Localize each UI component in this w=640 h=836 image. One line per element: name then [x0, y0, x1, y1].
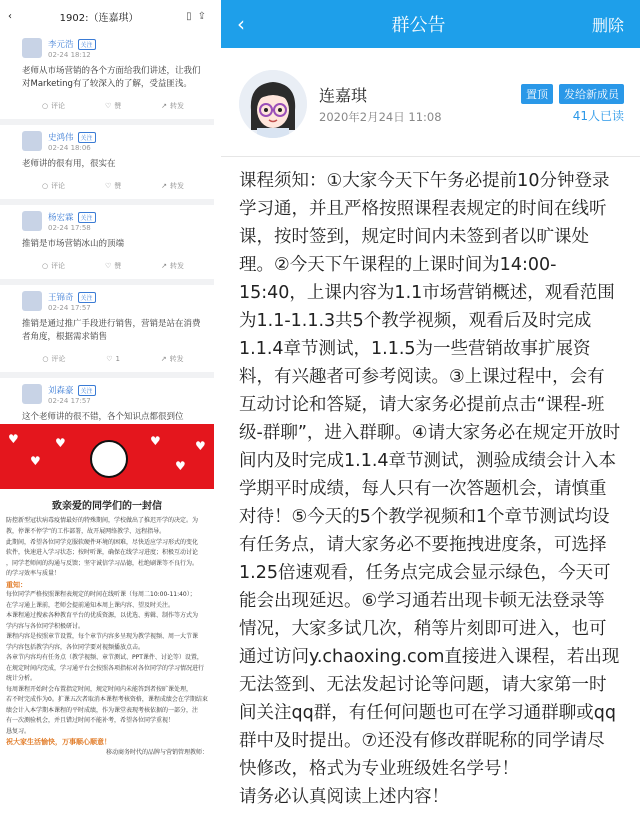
list-item[interactable]: [0, 125, 214, 205]
post-date: 2020年2月24日 11:08: [319, 110, 442, 124]
letter-line: 的学习效率与质量！: [6, 570, 61, 577]
letter-body: [0, 524, 214, 761]
letter-line: 此期间，希望各位同学克服软硬件环境的困难，尽快适应学习形式的变化: [6, 538, 199, 546]
post-time: 02-24 17:57: [48, 304, 91, 312]
group-title: 1902:（连嘉琪）: [59, 12, 139, 24]
share-icon[interactable]: ⇪: [197, 10, 206, 22]
comment-button[interactable]: ○ 评论: [41, 182, 66, 190]
letter-line: 有一次测验机会，并且错过时间不能补考，希望各位同学重视！: [6, 717, 175, 724]
back-icon[interactable]: ‹: [237, 12, 245, 36]
avatar[interactable]: [22, 131, 42, 151]
pinned-badge[interactable]: 置顶: [521, 84, 553, 104]
comment-button[interactable]: ○ 评论: [42, 355, 66, 363]
like-button[interactable]: ♡ 赞: [104, 262, 122, 270]
post-text: 推销是市场营销冰山的顶端: [22, 239, 125, 249]
user-name[interactable]: 刘森豪: [48, 386, 74, 396]
page-title: 群公告: [391, 15, 446, 36]
delete-button[interactable]: 删除: [591, 15, 624, 35]
share-button[interactable]: ↗ 转发: [161, 262, 185, 270]
user-name[interactable]: 杨宏霖: [48, 213, 74, 223]
back-icon[interactable]: ‹: [8, 10, 12, 22]
share-button[interactable]: ↗ 转发: [160, 355, 184, 363]
post-list: [0, 32, 214, 436]
avatar[interactable]: [22, 38, 42, 58]
post-text: 推销是通过推广手段进行销售，营销是站在消费者角度，根据需求销售: [22, 319, 201, 342]
avatar[interactable]: [239, 70, 307, 138]
top-bar: [221, 0, 640, 48]
letter-line: 软件，快速进入学习状态；按时听课，确保在线学习进度；积极互动讨论: [6, 549, 199, 556]
list-item[interactable]: [0, 285, 214, 378]
notice-content: 课程须知：①大家今天下午务必提前10分钟登录学习通，并且严格按照课程表规定的时间在线听课，按时签到，规定时间内未签到者以旷课处理。②今天下午课程的上课时间为14:00-15:40，上课内容为1.1市场营销概述，观看范围为1.1-1.1.3共5个教学视频，观看后及时完成1.1.4章节测试，1.1.5为一些营销故事扩展资料，有兴趣者可参考阅读。③上课过程中，会有互动讨论和答疑，请大家务必提前点击“课程-班级-群聊”，进入群聊。④请大家务必在规定开放时间内及时完成1.1.4章节测试，测验成绩会计入本学期平时成绩，每人只有一次答题机会，请慎重对待！⑤今天的5个教学视频和1个章节测试均设有任务点，请大家务必不要拖拽进度条，可选择1.25倍速观看，任务点完成会显示绿色，今天可能会出现延迟。⑥学习通若出现卡顿无法登录等情况，大家多试几次，稍等片刻即可进入，也可通过访问y.chaoxing.com直接进入课程，若出现无法签到、无法发起讨论等问题，请大家第一时间关注qq群，有任何问题也可在学习通群聊或qq群中及时提出。⑦还没有修改群昵称的同学请尽快修改，格式为专业班级姓名学号！ 请务必认真阅读上述内容！: [239, 171, 621, 807]
share-button[interactable]: ↗ 转发: [161, 102, 185, 110]
post-time: 02-24 18:12: [48, 51, 91, 59]
like-button[interactable]: ♡ 1: [106, 355, 120, 363]
avatar[interactable]: [22, 291, 42, 311]
letter-line: 统计分析。: [6, 675, 37, 682]
follow-tag[interactable]: 关注: [78, 212, 96, 223]
list-item[interactable]: [0, 32, 214, 125]
share-button[interactable]: ↗ 转发: [161, 182, 185, 190]
letter-subtitle: 防控新型冠状病毒疫情最好的特殊期间，学校做出了推迟开学的决定。为: [6, 517, 199, 524]
panda-illustration: [90, 440, 128, 478]
letter-line: 课程内容是按照章节设置，每个章节内容多呈现为教学视频、周一大节课: [6, 633, 199, 640]
post-time: 02-24 17:58: [48, 224, 91, 232]
right-panel: [221, 0, 640, 836]
letter-line: 学内容包括教学内容，各位同学要对视频播放点击。: [6, 643, 145, 651]
avatar[interactable]: [22, 384, 42, 404]
follow-tag[interactable]: 关注: [78, 385, 96, 396]
letter-line: 在规定时间内完成，学习通平台会按照各项指标对各位同学的学习情况进行: [6, 664, 205, 672]
letter-line: 若不时完成作为0。扩课五次者取消本课程考核资格，课程成绩会在学期结束: [6, 696, 208, 703]
post-text: 这个老师讲的很不错，各个知识点都很到位: [22, 412, 184, 422]
left-header: [0, 0, 214, 32]
avatar[interactable]: [22, 211, 42, 231]
letter-line: 在学习通上课前，老师会提前通知本周上课内容、望及时关注。: [6, 601, 175, 609]
letter-line: 祝大家生活愉快，万事顺心顺意！: [6, 738, 111, 746]
letter-line: 绩会计入本学期本课程的平时成绩，作为课堂表现考核依据的一部分，注: [6, 706, 199, 714]
user-name[interactable]: 李元浩: [48, 40, 74, 50]
follow-tag[interactable]: 关注: [78, 39, 96, 50]
letter-line: 恳复习。: [6, 727, 31, 735]
like-button[interactable]: ♡ 赞: [104, 102, 122, 110]
post-time: 02-24 18:06: [48, 144, 91, 152]
letter-line: 移动商务时代的品牌与营销管理教师：: [105, 748, 208, 756]
list-item[interactable]: [0, 205, 214, 285]
letter-image: [0, 424, 214, 836]
post-time: 02-24 17:57: [48, 397, 91, 405]
follow-tag[interactable]: 关注: [78, 292, 96, 303]
letter-line: 重知：: [6, 580, 27, 589]
author-name: 连嘉琪: [319, 86, 368, 105]
author-row: [221, 48, 640, 150]
like-button[interactable]: ♡ 赞: [104, 182, 122, 190]
letter-line: 学内容与各位同学积极研讨。: [6, 622, 85, 630]
send-to-new-members-button[interactable]: 发给新成员: [559, 84, 624, 104]
letter-title: 致亲爱的同学们的一封信: [52, 501, 162, 512]
read-count[interactable]: 41人已读: [572, 109, 624, 123]
post-text: 老师从市场营销的各个方面给我们讲述，让我们对Marketing有了较深入的了解，受益匪浅。: [22, 66, 201, 89]
letter-line: 每位同学严格按照课程表规定的时间在线听课（每周二10:00-11:40）；: [6, 591, 196, 598]
comment-button[interactable]: ○ 评论: [41, 102, 66, 110]
letter-line: ，同学老师间的沟通与反馈；坚守诚信学习品德，杜绝刷课等不良行为。: [6, 559, 199, 567]
comment-button[interactable]: ○ 评论: [41, 262, 66, 270]
bookmark-icon[interactable]: ▯: [186, 10, 192, 22]
left-panel: [0, 0, 214, 836]
user-name[interactable]: 史鸿伟: [48, 133, 74, 143]
letter-line: 教，停课不停学”的工作部署，故开展网络教学、远程指导。: [6, 528, 166, 535]
letter-line: 本课程通过搜索各种教育平台的优质资源，以优选、剪辑、制作等方式为: [6, 612, 199, 619]
letter-line: 各章节内容均有任务点（教学视频、章节测试、PPT课件、讨论等）设置，: [6, 654, 203, 661]
letter-line: 每周课程开始时会布置指定时间，规定时间内未能答到者按旷课处理，: [6, 685, 193, 693]
letter-banner: ♥ ♥ ♥ ♥ ♥ ♥: [0, 424, 214, 489]
follow-tag[interactable]: 关注: [78, 132, 96, 143]
post-text: 老师讲的很有用，很实在: [22, 159, 116, 169]
user-name[interactable]: 王锦奇: [48, 293, 74, 303]
